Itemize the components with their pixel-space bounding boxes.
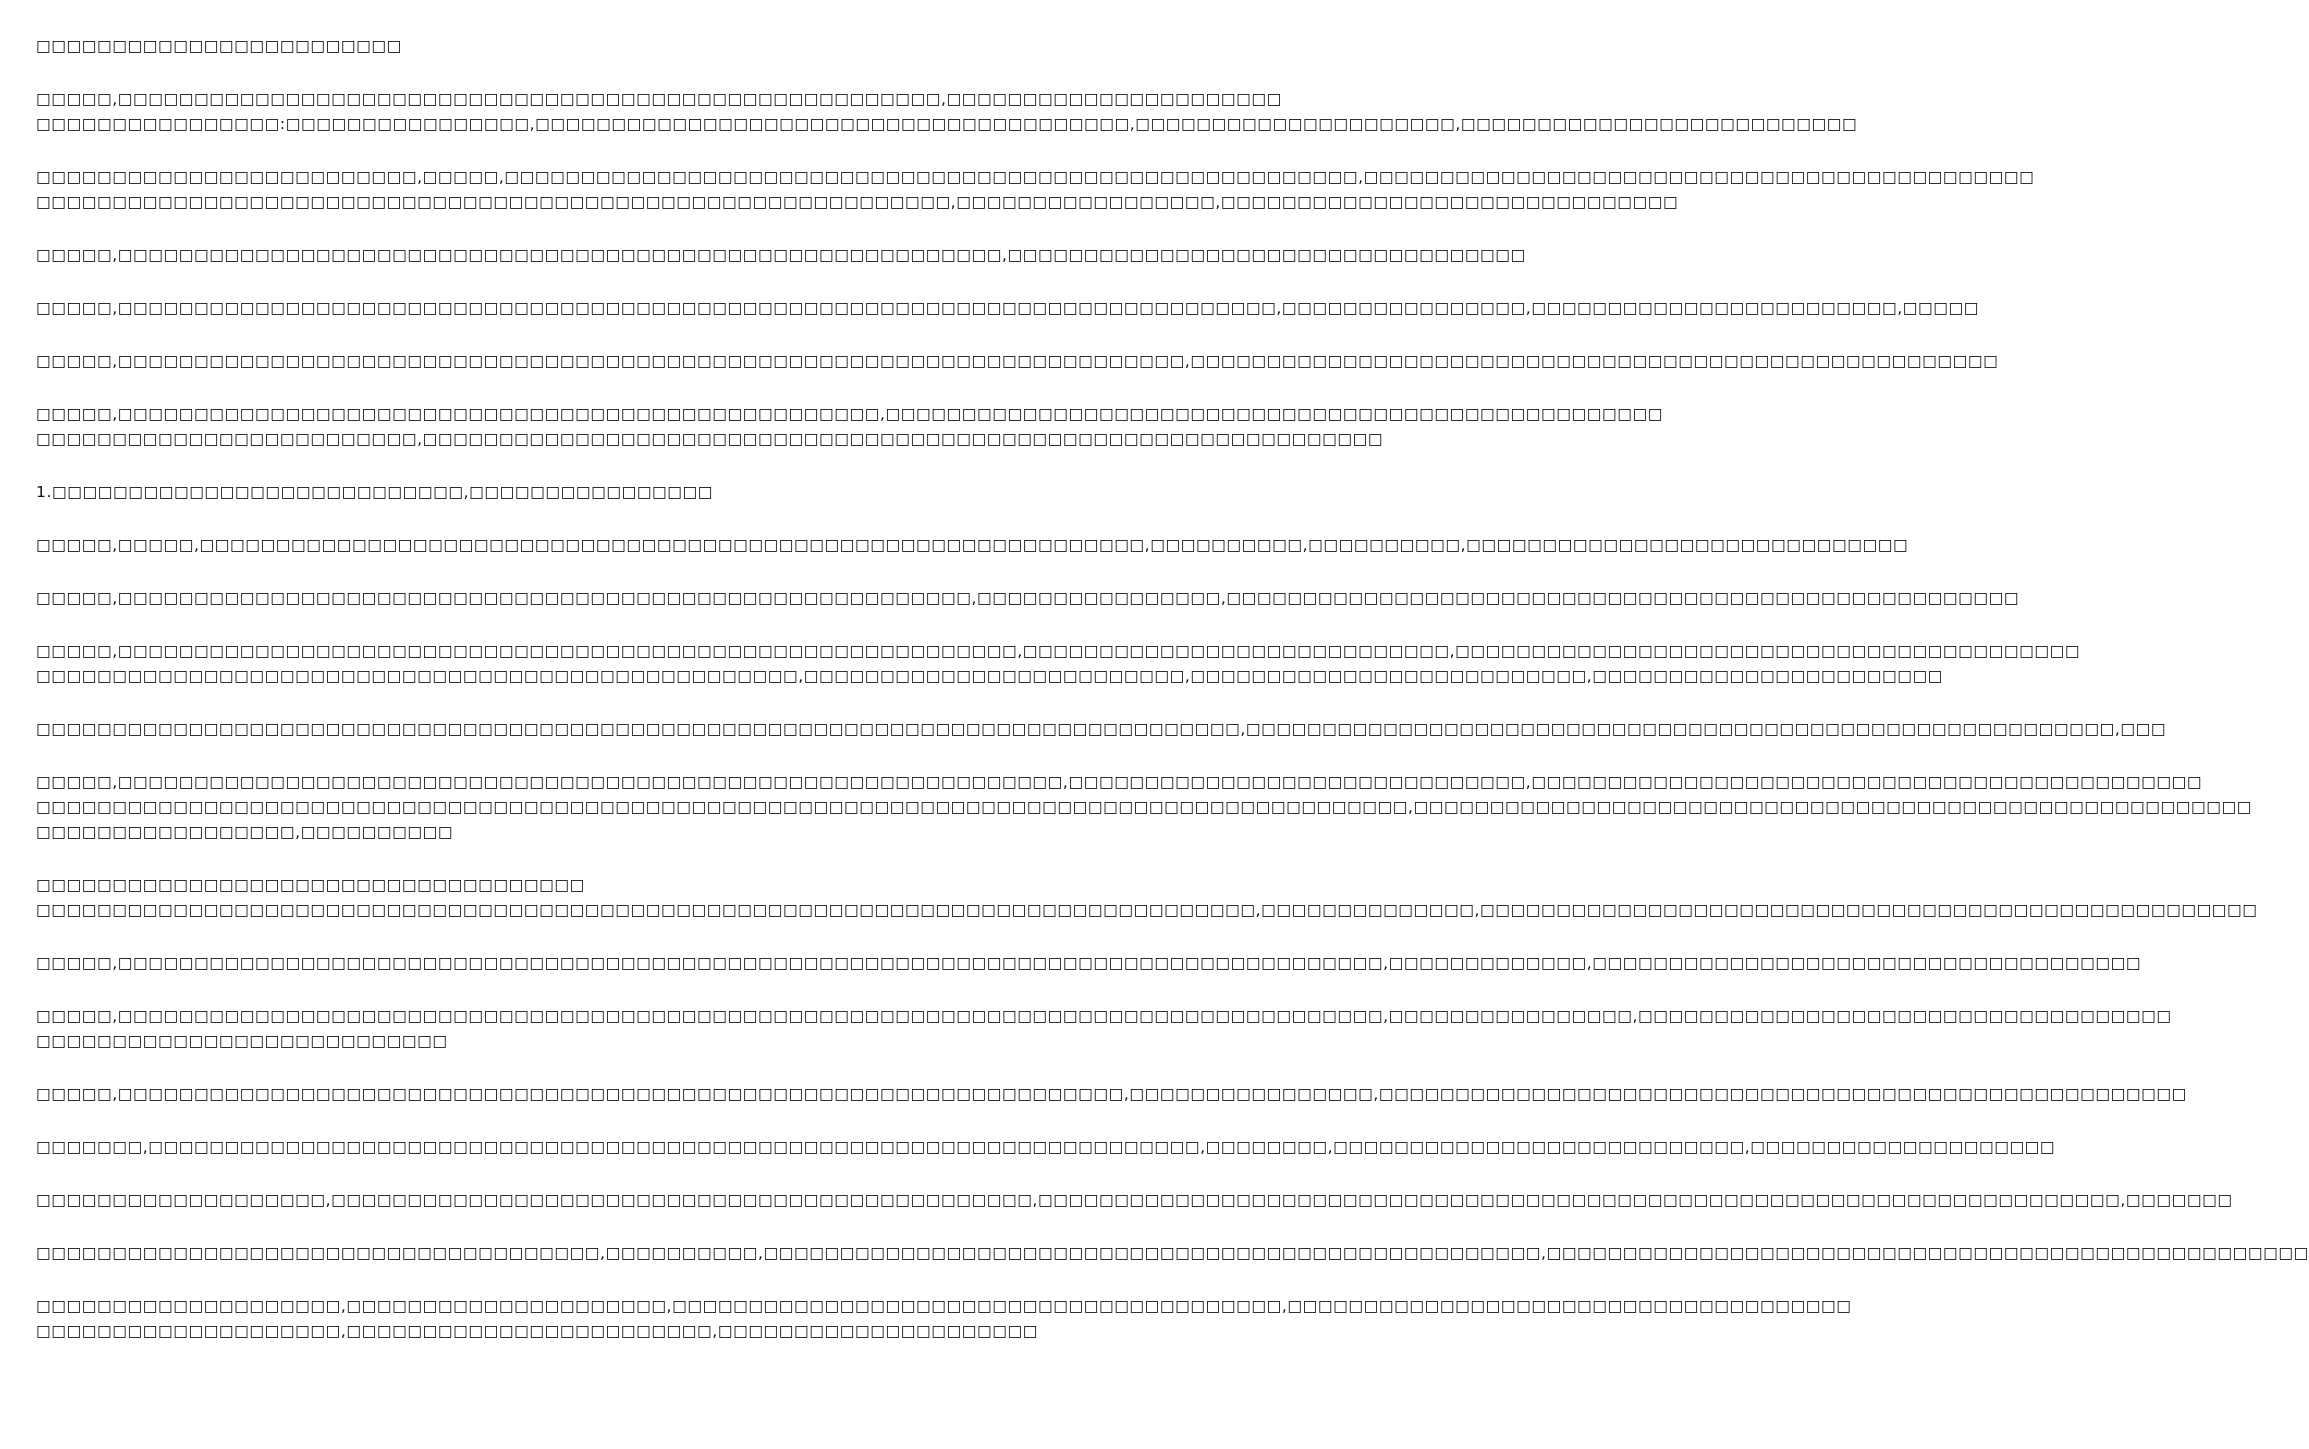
paragraph — [36, 480, 990, 505]
text-line: □□□□□□□□□□□□□□□□□□□□,□□□□□□□□□□□□□□□□□□□□□,□□□□□□□□□□□□□□□□□□□□□□□□□□□□□□□□□□□□□□□□,□□□□□□□□□□□□□□□□□□□□□□□□□□□□□□□□□□□□□ — [36, 1297, 1852, 1315]
paragraph — [36, 1294, 1852, 1344]
text-line: □□□□□□□□□□□□□□□□□□□□□□□□□□□ — [36, 1032, 448, 1050]
text-line: □□□□□,□□□□□□□□□□□□□□□□□□□□□□□□□□□□□□□□□□□□□□□□□□□□□□□□□□□□□□,□□□□□□□□□□□□□□□□□□□□□□ — [36, 90, 1282, 108]
text-line: □□□□□□□□□□□□□□□□:□□□□□□□□□□□□□□□□,□□□□□□□□□□□□□□□□□□□□□□□□□□□□□□□□□□□□□□□,□□□□□□□□□□□□□□□□□□□□□,□□□□□□□□□□□□□□□□□□□□□□□□□□ — [36, 115, 1858, 133]
text-line: □□□□□□□□□□□□□□□□□□□□□□□□□□□□□□□□□□□□□□□□□□□□□□□□□□□□□□□□□□□□□□□□□□□□□□□□□□□□□□□□□□□□□□□□□□,□□□□□□□□□□□□□□□□□□□□□□□□□□□□□□□□□□□□□□□□□□□□□□□□□□□□□□□ — [36, 798, 2253, 816]
paragraph — [36, 1241, 2309, 1266]
text-line: □□□□□□□□□□□□□□□□□□□,□□□□□□□□□□□□□□□□□□□□□□□□□□□□□□□□□□□□□□□□□□□□□□,□□□□□□□□□□□□□□□□□□□□□□□□□□□□□□□□□□□□□□□□□□□□□□□□□□□□□□□□□□□□□□□□□□□□□□□,□□□□□□□ — [36, 1191, 2233, 1209]
document-body — [36, 34, 2309, 1372]
paragraph — [36, 87, 1858, 137]
text-line: □□□□□,□□□□□□□□□□□□□□□□□□□□□□□□□□□□□□□□□□□□□□□□□□□□□□□□□□□□□□□□□□□□□□□□□□,□□□□□□□□□□□□□□□□,□□□□□□□□□□□□□□□□□□□□□□□□□□□□□□□□□□□□□□□□□□□□□□□□□□□□□ — [36, 1085, 2187, 1103]
paragraph — [36, 1135, 2056, 1160]
text-line: □□□□□□□□□□□□□□□□□□□□□□□□□□□□□□□□□□□□□□□□□□□□□□□□□□□□□□□□□□□□□□□□□□□□□□□□□□□□□□□□,□□□□□□□□□□□□□□,□□□□□□□□□□□□□□□□□□□□□□□□□□□□□□□□□□□□□□□□□□□□□□□□□□□ — [36, 901, 2258, 919]
paragraph — [36, 717, 2167, 742]
text-line: □□□□□,□□□□□□□□□□□□□□□□□□□□□□□□□□□□□□□□□□□□□□□□□□□□□□□□□□□□□□□□□□,□□□□□□□□□□□□□□□□□□□□□□□□□□□□□□□□□□ — [36, 246, 1526, 264]
text-line: □□□□□□□□□□□□□□□□□,□□□□□□□□□□ — [36, 823, 454, 841]
text-line: □□□□□□□□□□□□□□□□□□□□□□□□□□□□□□□□□□□□ — [36, 876, 585, 894]
paragraph — [36, 34, 990, 59]
text-line: □□□□□□□□□□□□□□□□□□□□□□□□□□□□□□□□□□□□□□□□□□□□□□□□□□,□□□□□□□□□□□□□□□□□□□□□□□□□,□□□□□□□□□□□□□□□□□□□□□□□□□□,□□□□□□□□□□□□□□□□□□□□□□□ — [36, 667, 1943, 685]
text-line: □□□□□□□□□□□□□□□□□□□□□□□□ — [36, 37, 402, 55]
paragraph — [36, 402, 1663, 452]
text-line: □□□□□,□□□□□□□□□□□□□□□□□□□□□□□□□□□□□□□□□□□□□□□□□□□□□□□□□□□□□□□□,□□□□□□□□□□□□□□□□,□□□□□□□□□□□□□□□□□□□□□□□□□□□□□□□□□□□□□□□□□□□□□□□□□□□□ — [36, 589, 2020, 607]
paragraph — [36, 639, 2081, 689]
paragraph — [36, 1004, 2172, 1054]
text-line: □□□□□□□□□□□□□□□□□□□□□□□□□,□□□□□□□□□□□□□□□□□□□□□□□□□□□□□□□□□□□□□□□□□□□□□□□□□□□□□□□□□□□□□□□ — [36, 430, 1384, 448]
text-line: □□□□□□□□□□□□□□□□□□□□□□□□□□□□□□□□□□□□□□□□□□□□□□□□□□□□□□□□□□□□,□□□□□□□□□□□□□□□□□,□□□□□□□□□□□□□□□□□□□□□□□□□□□□□□ — [36, 193, 1679, 211]
text-line: □□□□□□□□□□□□□□□□□□□□,□□□□□□□□□□□□□□□□□□□□□□□□,□□□□□□□□□□□□□□□□□□□□□ — [36, 1322, 1038, 1340]
paragraph — [36, 296, 1979, 321]
text-line: □□□□□,□□□□□,□□□□□□□□□□□□□□□□□□□□□□□□□□□□□□□□□□□□□□□□□□□□□□□□□□□□□□□□□□□□□□,□□□□□□□□□□,□□□□□□□□□□,□□□□□□□□□□□□□□□□□□□□□□□□□□□□□ — [36, 536, 1909, 554]
paragraph — [36, 349, 1999, 374]
text-line: □□□□□,□□□□□□□□□□□□□□□□□□□□□□□□□□□□□□□□□□□□□□□□□□□□□□□□□□□□□□□□□□□,□□□□□□□□□□□□□□□□□□□□□□□□□□□□,□□□□□□□□□□□□□□□□□□□□□□□□□□□□□□□□□□□□□□□□□ — [36, 642, 2081, 660]
text-line: □□□□□,□□□□□□□□□□□□□□□□□□□□□□□□□□□□□□□□□□□□□□□□□□□□□□□□□□□□□□□□□□□□□□□□□□□□□□□□□□□□□□□□□□□,□□□□□□□□□□□□□□□□,□□□□□□□□□□□□□□□□□□□□□□□□□□□□□□□□□□□ — [36, 1007, 2172, 1025]
text-line: □□□□□□□,□□□□□□□□□□□□□□□□□□□□□□□□□□□□□□□□□□□□□□□□□□□□□□□□□□□□□□□□□□□□□□□□□□□□□,□□□□□□□□,□□□□□□□□□□□□□□□□□□□□□□□□□□□,□□□□□□□□□□□□□□□□□□□□ — [36, 1138, 2056, 1156]
text-line: □□□□□,□□□□□□□□□□□□□□□□□□□□□□□□□□□□□□□□□□□□□□□□□□□□□□□□□□□□□□□□□□□□□□□□□□□□□□,□□□□□□□□□□□□□□□□□□□□□□□□□□□□□□□□□□□□□□□□□□□□□□□□□□□□□ — [36, 352, 1999, 370]
text-line: □□□□□□□□□□□□□□□□□□□□□□□□□□□□□□□□□□□□□,□□□□□□□□□□,□□□□□□□□□□□□□□□□□□□□□□□□□□□□□□□□□□□□□□□□□□□□□□□□□□□,□□□□□□□□□□□□□□□□□□□□□□□□□□□□□□□□□□□□□□□□□□□□□□□□□□ — [36, 1244, 2309, 1262]
text-line: □□□□□□□□□□□□□□□□□□□□□□□□□,□□□□□,□□□□□□□□□□□□□□□□□□□□□□□□□□□□□□□□□□□□□□□□□□□□□□□□□□□□□□□□,□□□□□□□□□□□□□□□□□□□□□□□□□□□□□□□□□□□□□□□□□□□□ — [36, 168, 2035, 186]
paragraph — [36, 586, 2020, 611]
paragraph — [36, 1188, 2233, 1213]
text-line: □□□□□,□□□□□□□□□□□□□□□□□□□□□□□□□□□□□□□□□□□□□□□□□□□□□□□□□□□□□□□□□□□□□□,□□□□□□□□□□□□□□□□□□□□□□□□□□□□□□,□□□□□□□□□□□□□□□□□□□□□□□□□□□□□□□□□□□□□□□□□□□□ — [36, 773, 2203, 791]
paragraph — [36, 165, 2035, 215]
text-line: □□□□□,□□□□□□□□□□□□□□□□□□□□□□□□□□□□□□□□□□□□□□□□□□□□□□□□□□□□□□□□□□□□□□□□□□□□□□□□□□□□□□□□□□□,□□□□□□□□□□□□□,□□□□□□□□□□□□□□□□□□□□□□□□□□□□□□□□□□□□ — [36, 954, 2142, 972]
paragraph — [36, 951, 2142, 976]
text-line: □□□□□,□□□□□□□□□□□□□□□□□□□□□□□□□□□□□□□□□□□□□□□□□□□□□□□□□□□□□□□□□□□□□□□□□□□□□□□□□□□□,□□□□□□□□□□□□□□□□,□□□□□□□□□□□□□□□□□□□□□□□□,□□□□□ — [36, 299, 1979, 317]
paragraph — [36, 873, 2258, 923]
paragraph — [36, 533, 1909, 558]
paragraph — [36, 770, 2253, 845]
text-line: 1.□□□□□□□□□□□□□□□□□□□□□□□□□□□,□□□□□□□□□□□□□□□□ — [36, 483, 714, 501]
text-line: □□□□□,□□□□□□□□□□□□□□□□□□□□□□□□□□□□□□□□□□□□□□□□□□□□□□□□□□,□□□□□□□□□□□□□□□□□□□□□□□□□□□□□□□□□□□□□□□□□□□□□□□□□□□ — [36, 405, 1663, 423]
text-line: □□□□□□□□□□□□□□□□□□□□□□□□□□□□□□□□□□□□□□□□□□□□□□□□□□□□□□□□□□□□□□□□□□□□□□□□□□□□□□□,□□□□□□□□□□□□□□□□□□□□□□□□□□□□□□□□□□□□□□□□□□□□□□□□□□□□□□□□□,□□□ — [36, 720, 2167, 738]
paragraph — [36, 243, 1526, 268]
paragraph — [36, 1082, 2187, 1107]
